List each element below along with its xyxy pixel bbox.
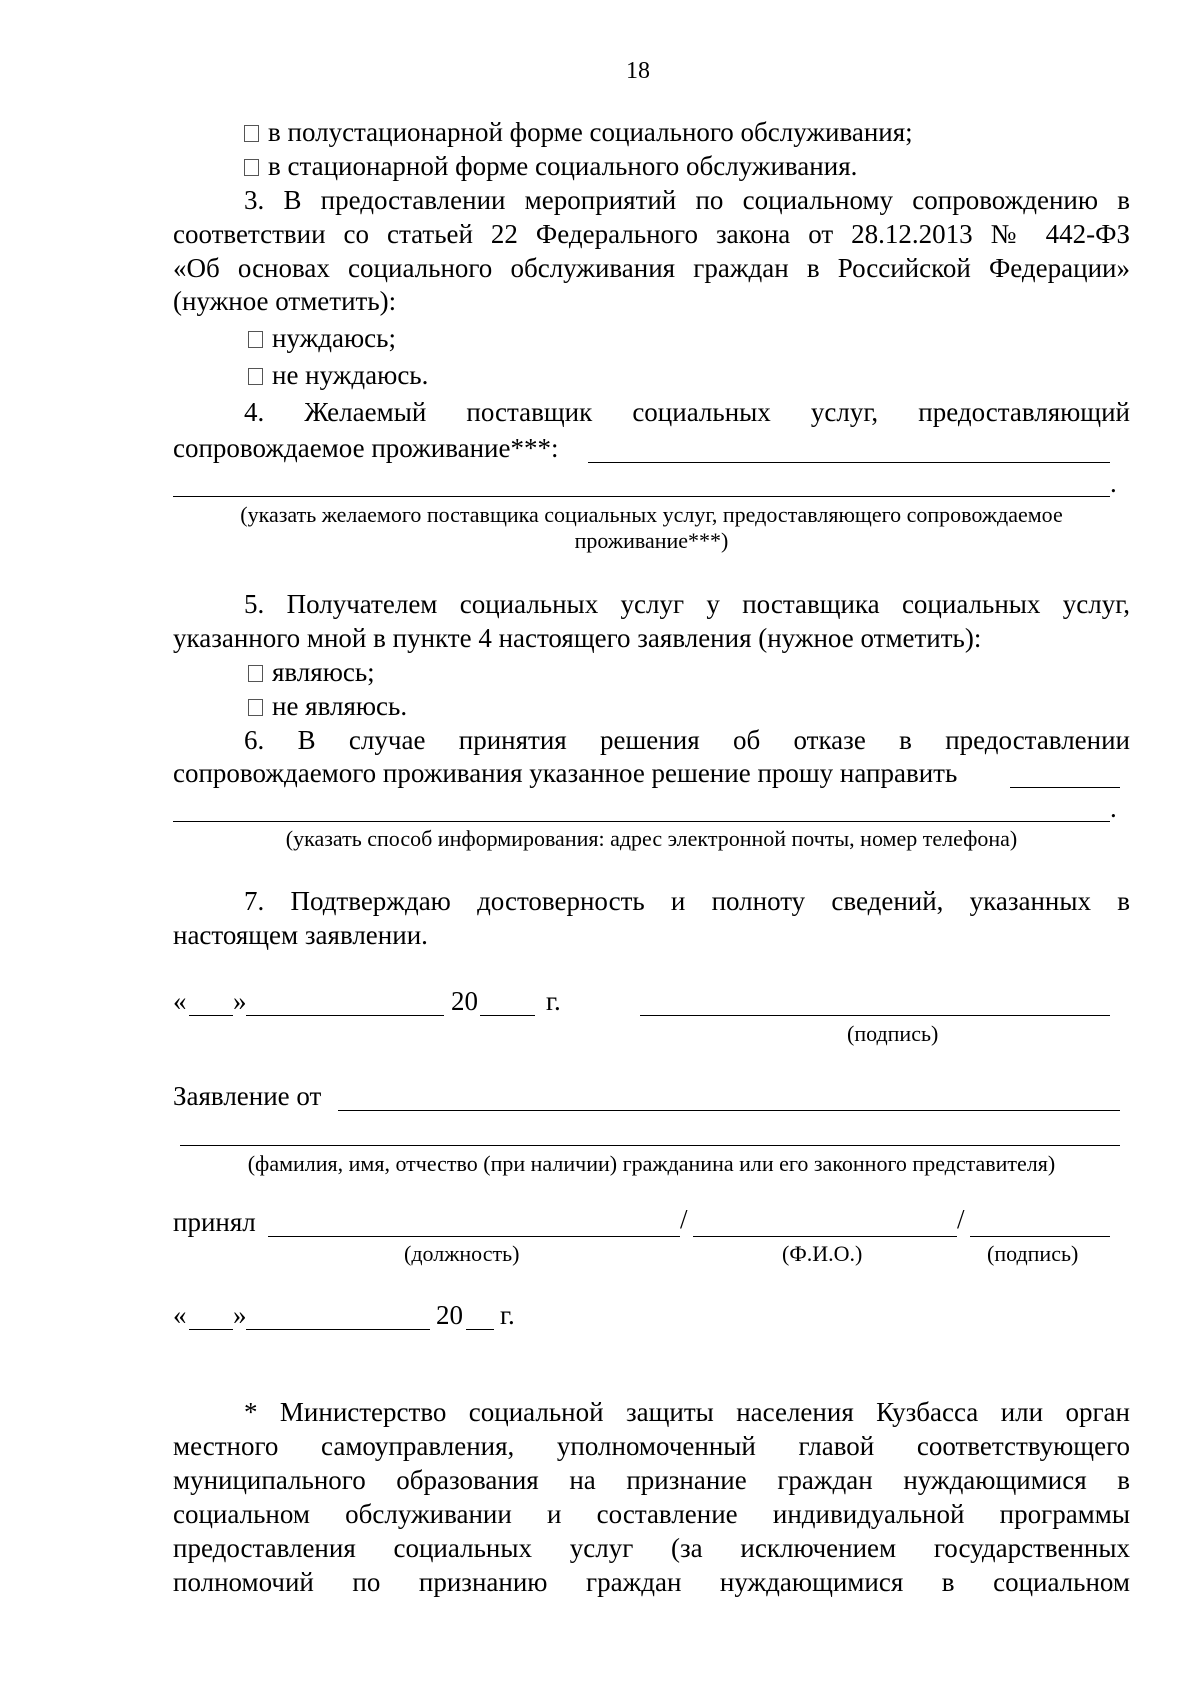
date2-close-quote: »: [233, 1300, 247, 1330]
date1-year-field[interactable]: [480, 1015, 535, 1016]
position-field[interactable]: [268, 1236, 680, 1237]
date1-month-field[interactable]: [246, 1015, 444, 1016]
option-label: не являюсь.: [272, 691, 408, 721]
fio-hint: (Ф.И.О.): [782, 1241, 863, 1266]
date1-close-quote: »: [233, 986, 247, 1016]
footnote-line1: * Министерство социальной защиты населения Кузбасса или орган: [244, 1397, 1130, 1427]
fio-field[interactable]: [693, 1236, 957, 1237]
p7-line1: 7. Подтверждаю достоверность и полноту сведений, указанных в: [244, 886, 1130, 916]
date1-year-suffix: г.: [546, 986, 561, 1016]
date1-open-quote: «: [173, 986, 187, 1016]
signature-hint: (подпись): [847, 1021, 939, 1046]
footnote-line6: полномочий по признанию граждан нуждающимися в социальном: [173, 1567, 1130, 1597]
option-am-not: [248, 690, 407, 723]
option-label: в полустационарной форме социального обслуживания;: [268, 117, 913, 147]
notify-field[interactable]: [1010, 787, 1120, 788]
accepted-label: принял: [173, 1207, 256, 1237]
option-label: нуждаюсь;: [272, 323, 396, 353]
footnote-line4: социальном обслуживании и составление индивидуальной программы: [173, 1499, 1130, 1529]
date2-year-prefix: 20: [436, 1300, 463, 1330]
p6-end-dot: .: [1110, 793, 1117, 823]
position-hint: (должность): [404, 1241, 520, 1266]
option-semistationary: [244, 116, 913, 149]
date2-open-quote: «: [173, 1300, 187, 1330]
p4-end-dot: .: [1110, 468, 1117, 498]
page-number: 18: [626, 58, 650, 84]
p7-line2: настоящем заявлении.: [173, 920, 428, 950]
provider-field[interactable]: [588, 462, 1110, 463]
checkbox-icon[interactable]: [244, 159, 259, 176]
checkbox-icon[interactable]: [244, 125, 259, 142]
p4-line2: сопровождаемое проживание***:: [173, 433, 559, 463]
footnote-line5: предоставления социальных услуг (за исключением государственных: [173, 1533, 1130, 1563]
p4-hint-line2: проживание***): [574, 528, 729, 553]
p3-line1: 3. В предоставлении мероприятий по социальному сопровождению в: [244, 185, 1130, 215]
date1-day-field[interactable]: [189, 1015, 233, 1016]
option-stationary: [244, 150, 857, 183]
separator-slash: /: [680, 1204, 688, 1234]
p6-line2: сопровождаемого проживания указанное решение прошу направить: [173, 758, 958, 788]
option-not-need: [248, 359, 428, 392]
checkbox-icon[interactable]: [248, 368, 263, 385]
footnote-line2: местного самоуправления, уполномоченный главой соответствующего: [173, 1431, 1130, 1461]
footnote-line3: муниципального образования на признание граждан нуждающимися в: [173, 1465, 1130, 1495]
p3-line3: «Об основах социального обслуживания граждан в Российской Федерации»: [173, 253, 1130, 283]
date2-month-field[interactable]: [246, 1329, 430, 1330]
p3-line4: (нужное отметить):: [173, 286, 397, 316]
p6-line1: 6. В случае принятия решения об отказе в предоставлении: [244, 725, 1130, 755]
checkbox-icon[interactable]: [248, 699, 263, 716]
provider-field-line2[interactable]: [173, 496, 1110, 497]
p6-hint: (указать способ информирования: адрес электронной почты, номер телефона): [285, 826, 1018, 851]
notify-field-line2[interactable]: [173, 821, 1110, 822]
signature-field[interactable]: [640, 1015, 1110, 1016]
date2-day-field[interactable]: [189, 1329, 233, 1330]
checkbox-icon[interactable]: [248, 331, 263, 348]
option-label: не нуждаюсь.: [272, 360, 429, 390]
p3-line2: соответствии со статьей 22 Федерального закона от 28.12.2013 № 442-ФЗ: [173, 219, 1130, 249]
option-need: [248, 322, 396, 355]
separator-slash: /: [957, 1204, 965, 1234]
applicant-field[interactable]: [338, 1110, 1120, 1111]
applicant-hint: (фамилия, имя, отчество (при наличии) гражданина или его законного представителя): [247, 1151, 1056, 1176]
date2-year-suffix: г.: [500, 1300, 515, 1330]
checkbox-icon[interactable]: [248, 665, 263, 682]
p5-line1: 5. Получателем социальных услуг у поставщика социальных услуг,: [244, 589, 1130, 619]
applicant-field-line2[interactable]: [180, 1145, 1120, 1146]
accepted-signature-hint: (подпись): [987, 1241, 1079, 1266]
option-am: [248, 656, 375, 689]
p4-line1: 4. Желаемый поставщик социальных услуг, предоставляющий: [244, 397, 1130, 427]
application-label: Заявление от: [173, 1081, 322, 1111]
date1-year-prefix: 20: [451, 986, 478, 1016]
option-label: являюсь;: [272, 657, 375, 687]
option-label: в стационарной форме социального обслуживания.: [268, 151, 858, 181]
accepted-signature-field[interactable]: [970, 1236, 1110, 1237]
p4-hint-line1: (указать желаемого поставщика социальных услуг, предоставляющего сопровождаемое: [240, 502, 1063, 527]
p5-line2: указанного мной в пункте 4 настоящего заявления (нужное отметить):: [173, 623, 982, 653]
date2-year-field[interactable]: [466, 1329, 494, 1330]
